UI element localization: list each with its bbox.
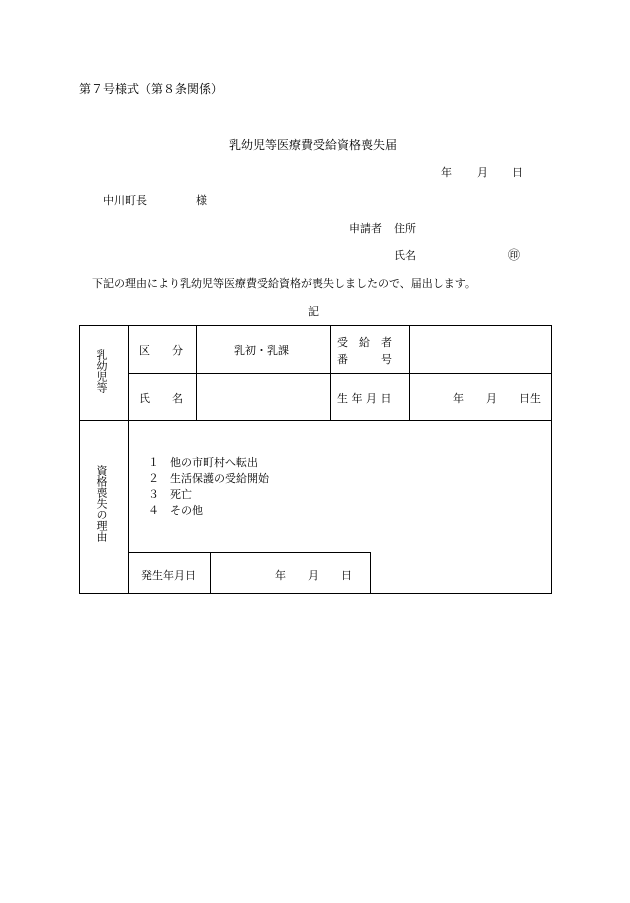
occurrence-date-label: 発生年月日 (141, 569, 196, 582)
date-month-label: 月 (477, 166, 488, 179)
reason-item: ３ 死亡 (148, 488, 192, 501)
birthdate-label: 生 年 月 日 (337, 392, 392, 405)
ki-heading: 記 (308, 305, 319, 318)
name-label: 氏 名 (139, 392, 183, 405)
seal-mark: ㊞ (508, 248, 521, 262)
reason-item: ２ 生活保護の受給開始 (148, 472, 269, 485)
recipient-number-label-1: 受 給 者 (337, 336, 392, 349)
date-day-label: 日 (512, 166, 523, 179)
addressee-name: 中川町長 (103, 194, 147, 207)
section-infant-label: 乳幼児等 (95, 349, 108, 393)
birthdate-value: 年 月 日生 (453, 392, 541, 405)
form-table (79, 325, 552, 594)
date-year-label: 年 (441, 166, 452, 179)
applicant-name-label: 氏名 (394, 249, 416, 262)
kubun-label: 区 分 (139, 344, 183, 357)
kubun-value: 乳初・乳課 (234, 344, 289, 357)
form-number: 第７号様式（第８条関係） (79, 82, 224, 96)
reason-item: １ 他の市町村へ転出 (148, 456, 258, 469)
addressee-honorific: 様 (196, 194, 207, 207)
reason-item: ４ その他 (148, 504, 203, 517)
recipient-number-label-2: 番 号 (337, 353, 392, 366)
section-reason-label: 資格喪失の理由 (95, 465, 108, 542)
occurrence-date-value: 年 月 日 (275, 569, 352, 582)
applicant-label: 申請者 (349, 222, 382, 235)
statement-text: 下記の理由により乳幼児等医療費受給資格が喪失しましたので、届出します。 (92, 277, 476, 290)
applicant-address-label: 住所 (394, 222, 416, 235)
page-title: 乳幼児等医療費受給資格喪失届 (229, 138, 398, 152)
reason-list (148, 455, 269, 519)
